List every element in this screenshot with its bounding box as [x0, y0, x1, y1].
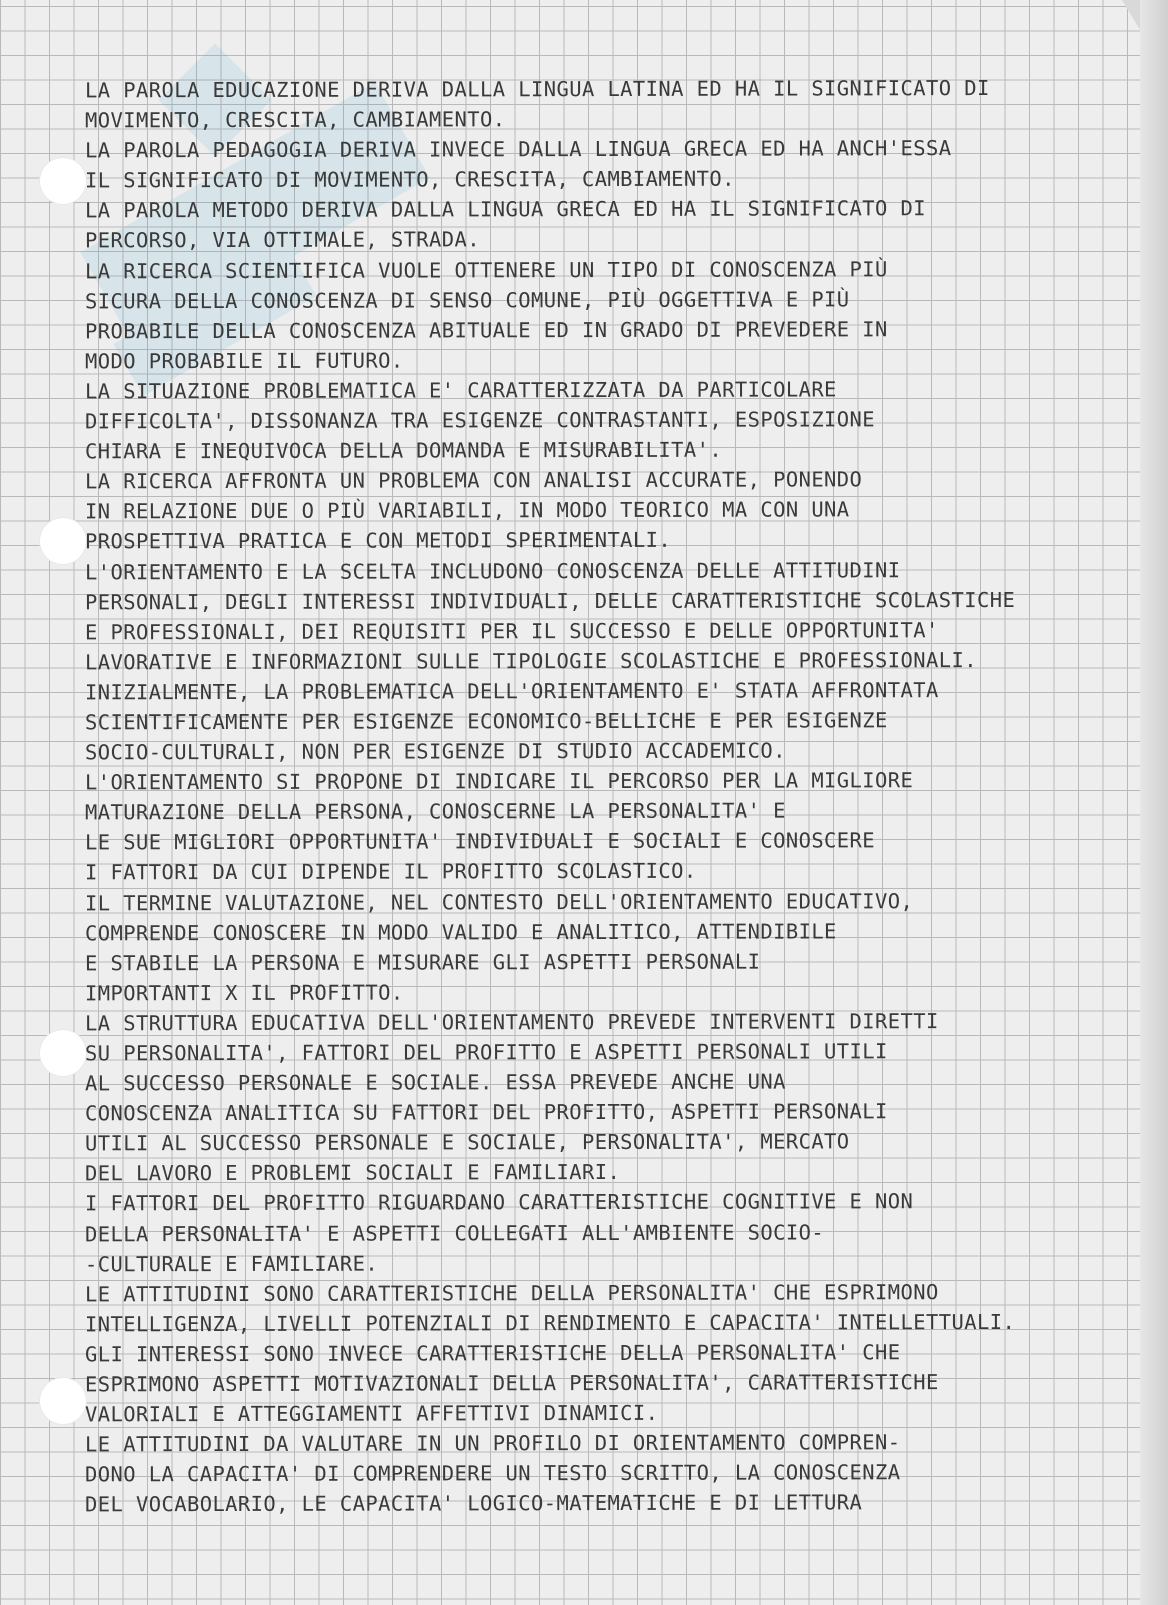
note-line: PERSONALI, DEGLI INTERESSI INDIVIDUALI, DELLE CARATTERISTICHE SCOLASTICHE — [84, 587, 1016, 614]
note-line: I FATTORI DEL PROFITTO RIGUARDANO CARATTERISTICHE COGNITIVE E NON — [84, 1189, 914, 1216]
note-line: LA SITUAZIONE PROBLEMATICA E' CARATTERIZZATA DA PARTICOLARE — [84, 377, 837, 404]
note-line: INIZIALMENTE, LA PROBLEMATICA DELL'ORIENTAMENTO E' STATA AFFRONTATA — [84, 678, 939, 705]
note-line: LA PAROLA METODO DERIVA DALLA LINGUA GRECA ED HA IL SIGNIFICATO DI — [84, 196, 927, 223]
note-line: IN RELAZIONE DUE O PIÙ VARIABILI, IN MODO TEORICO MA CON UNA — [84, 497, 850, 524]
note-line: LA STRUTTURA EDUCATIVA DELL'ORIENTAMENTO PREVEDE INTERVENTI DIRETTI — [84, 1009, 939, 1036]
note-line: PROBABILE DELLA CONOSCENZA ABITUALE ED IN GRADO DI PREVEDERE IN — [84, 317, 888, 344]
note-line: LA PAROLA PEDAGOGIA DERIVA INVECE DALLA LINGUA GRECA ED HA ANCH'ESSA — [84, 136, 952, 163]
note-line: LA RICERCA AFFRONTA UN PROBLEMA CON ANALISI ACCURATE, PONENDO — [84, 467, 863, 494]
note-line: L'ORIENTAMENTO E LA SCELTA INCLUDONO CONOSCENZA DELLE ATTITUDINI — [84, 557, 901, 584]
note-line: GLI INTERESSI SONO INVECE CARATTERISTICHE DELLA PERSONALITA' CHE — [84, 1340, 901, 1367]
note-line: DONO LA CAPACITA' DI COMPRENDERE UN TESTO SCRITTO, LA CONOSCENZA — [84, 1460, 901, 1487]
note-line: PROSPETTIVA PRATICA E CON METODI SPERIMENTALI. — [84, 528, 672, 554]
note-line: MODO PROBABILE IL FUTURO. — [84, 348, 404, 374]
note-line: DEL VOCABOLARIO, LE CAPACITA' LOGICO-MATEMATICHE E DI LETTURA — [84, 1490, 863, 1517]
binder-hole — [40, 1378, 86, 1424]
page-edge-shadow — [1140, 0, 1168, 1605]
note-line: LE ATTITUDINI SONO CARATTERISTICHE DELLA PERSONALITA' CHE ESPRIMONO — [84, 1279, 939, 1307]
note-line: DEL LAVORO E PROBLEMI SOCIALI E FAMILIARI. — [84, 1160, 621, 1186]
note-line: IL TERMINE VALUTAZIONE, NEL CONTESTO DELL'ORIENTAMENTO EDUCATIVO, — [84, 888, 914, 915]
note-line: I FATTORI DA CUI DIPENDE IL PROFITTO SCOLASTICO. — [84, 859, 697, 885]
note-line: MATURAZIONE DELLA PERSONA, CONOSCERNE LA PERSONALITA' E — [84, 798, 786, 825]
note-line: LE ATTITUDINI DA VALUTARE IN UN PROFILO DI ORIENTAMENTO COMPREN- — [84, 1430, 901, 1457]
note-line: LAVORATIVE E INFORMAZIONI SULLE TIPOLOGIE SCOLASTICHE E PROFESSIONALI. — [84, 647, 977, 675]
note-line: SU PERSONALITA', FATTORI DEL PROFITTO E ASPETTI PERSONALI UTILI — [84, 1039, 888, 1066]
note-line: -CULTURALE E FAMILIARE. — [84, 1251, 379, 1277]
note-line: SICURA DELLA CONOSCENZA DI SENSO COMUNE, PIÙ OGGETTIVA E PIÙ — [84, 287, 850, 314]
note-line: UTILI AL SUCCESSO PERSONALE E SOCIALE, PERSONALITA', MERCATO — [84, 1129, 850, 1156]
note-line: CONOSCENZA ANALITICA SU FATTORI DEL PROFITTO, ASPETTI PERSONALI — [84, 1099, 888, 1126]
note-line: IL SIGNIFICATO DI MOVIMENTO, CRESCITA, CAMBIAMENTO. — [84, 166, 735, 193]
note-line: CHIARA E INEQUIVOCA DELLA DOMANDA E MISURABILITA'. — [84, 437, 723, 464]
note-line: DELLA PERSONALITA' E ASPETTI COLLEGATI ALL'AMBIENTE SOCIO- — [84, 1219, 825, 1246]
note-line: LA PAROLA EDUCAZIONE DERIVA DALLA LINGUA LATINA ED HA IL SIGNIFICATO DI — [84, 75, 990, 103]
note-line: LA RICERCA SCIENTIFICA VUOLE OTTENERE UN TIPO DI CONOSCENZA PIÙ — [84, 256, 888, 283]
note-line: MOVIMENTO, CRESCITA, CAMBIAMENTO. — [84, 107, 506, 133]
note-line: SOCIO-CULTURALI, NON PER ESIGENZE DI STUDIO ACCADEMICO. — [84, 738, 786, 765]
binder-hole — [40, 1030, 86, 1076]
note-line: L'ORIENTAMENTO SI PROPONE DI INDICARE IL PERCORSO PER LA MIGLIORE — [84, 768, 914, 795]
note-line: E STABILE LA PERSONA E MISURARE GLI ASPETTI PERSONALI — [84, 949, 761, 976]
note-line: LE SUE MIGLIORI OPPORTUNITA' INDIVIDUALI E SOCIALI E CONOSCERE — [84, 828, 876, 855]
note-line: INTELLIGENZA, LIVELLI POTENZIALI DI RENDIMENTO E CAPACITA' INTELLETTUALI. — [84, 1309, 1016, 1337]
note-line: IMPORTANTI X IL PROFITTO. — [84, 980, 404, 1006]
note-line: ESPRIMONO ASPETTI MOTIVAZIONALI DELLA PERSONALITA', CARATTERISTICHE — [84, 1370, 939, 1397]
note-line: SCIENTIFICAMENTE PER ESIGENZE ECONOMICO-BELLICHE E PER ESIGENZE — [84, 708, 888, 735]
binder-hole — [40, 158, 86, 204]
note-line: COMPRENDE CONOSCERE IN MODO VALIDO E ANALITICO, ATTENDIBILE — [84, 919, 837, 945]
note-line: DIFFICOLTA', DISSONANZA TRA ESIGENZE CONTRASTANTI, ESPOSIZIONE — [84, 407, 876, 434]
note-line: PERCORSO, VIA OTTIMALE, STRADA. — [84, 227, 481, 253]
binder-hole — [40, 518, 86, 564]
note-line: E PROFESSIONALI, DEI REQUISITI PER IL SUCCESSO E DELLE OPPORTUNITA' — [84, 617, 939, 645]
handwritten-notes — [85, 74, 1130, 1519]
note-line: AL SUCCESSO PERSONALE E SOCIALE. ESSA PREVEDE ANCHE UNA — [84, 1069, 786, 1096]
note-line: VALORIALI E ATTEGGIAMENTI AFFETTIVI DINAMICI. — [84, 1400, 659, 1427]
